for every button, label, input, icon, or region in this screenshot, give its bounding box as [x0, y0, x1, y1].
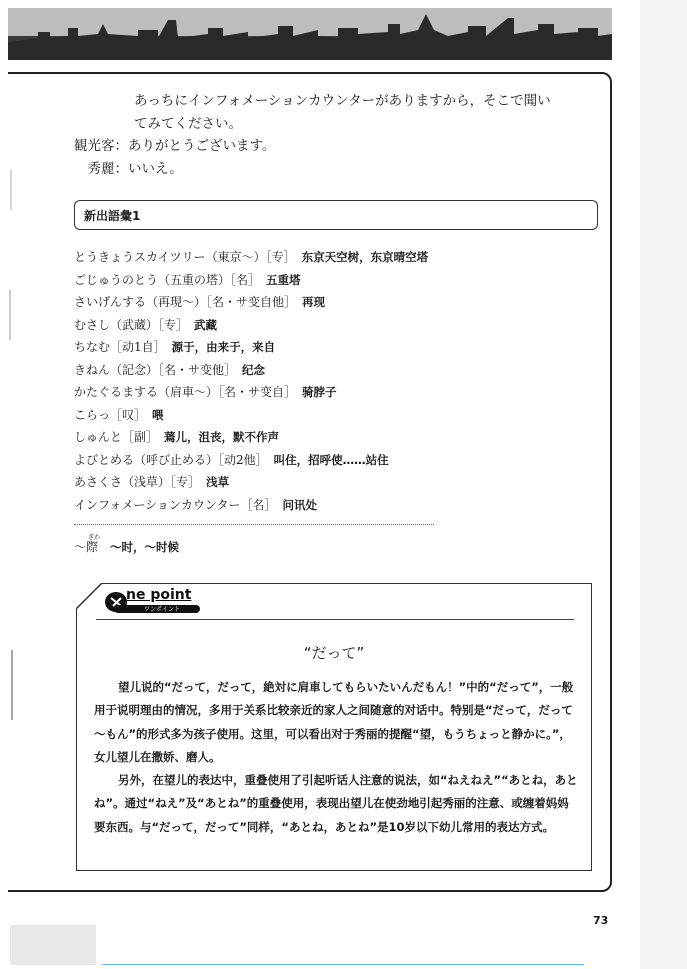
- dialog-line: [74, 113, 594, 136]
- vocab-item: [74, 426, 594, 449]
- vocab-jp: あさくさ（浅草）［专］: [74, 475, 195, 489]
- dialog-line: [74, 90, 594, 113]
- vocab-zh: 纪念: [242, 362, 266, 377]
- dialog-text: あっちにインフォメーションカウンターがありますから，そこで聞い: [134, 93, 551, 109]
- vocab-zh: 浅草: [206, 475, 230, 489]
- speaker-label: 秀麗：: [87, 160, 128, 177]
- scan-margin-bottom: [10, 925, 96, 965]
- dialog-text: てみてください。: [134, 115, 242, 132]
- frame-bottom-rule: [8, 890, 604, 892]
- onepoint-title: “だって”: [303, 644, 365, 662]
- dialog-line: [74, 135, 594, 158]
- vocab-zh: 再现: [302, 295, 326, 309]
- vocab-jp: ごじゅうのとう（五重の塔）［名］: [74, 272, 255, 287]
- vocab-item: [74, 314, 594, 337]
- vocab-item: [74, 381, 594, 404]
- vocab-zh: 东京天空树，东京晴空塔: [301, 250, 429, 264]
- vocab-jp: とうきょうスカイツリー（東京～）［专］: [74, 250, 290, 264]
- vocab-jp: さいげんする（再現～）［名・サ变自他］: [74, 295, 291, 309]
- dialog-section: [74, 90, 594, 180]
- binding-marks: [6, 170, 16, 730]
- skyline-header-image: [8, 8, 612, 60]
- onepoint-paragraph: 另外，在望儿的表达中，重叠使用了引起听话人注意的说法，如“ねえねえ”“あとね，あとね”。通过“ねえ”及“あとね”的重叠使用，表现出望儿在使劲地引起秀丽的注意、或缠着妈妈要东西。与“だって，だって”同样，“あとね，あとね”是10岁以下幼儿常用的表达方式。: [94, 773, 578, 834]
- vocab-jp: ～際: [74, 540, 99, 554]
- vocab-item: [74, 449, 594, 472]
- vocab-item: [74, 291, 594, 314]
- vocab-jp: ちなむ［动1自］: [74, 340, 160, 354]
- vocab-zh: 五重塔: [266, 272, 301, 287]
- onepoint-logo-subtext: ワンポイント: [144, 606, 181, 613]
- vocab-zh: 蔫儿，沮丧，默不作声: [164, 430, 280, 444]
- vocab-item: [74, 336, 594, 359]
- folded-corner-icon: [76, 583, 102, 609]
- vocab-jp: しゅんと［副］: [74, 430, 153, 444]
- dialog-text: ありがとうございます。: [128, 138, 276, 154]
- onepoint-logo: [104, 589, 202, 619]
- vocab-jp: きねん（記念）［名・サ变他］: [74, 362, 231, 377]
- vocab-jp: インフォメーションカウンター［名］: [74, 497, 271, 512]
- dialog-line: [74, 158, 594, 181]
- vocab-item: [74, 494, 594, 517]
- ruby-annotation: ぎわ: [88, 534, 101, 541]
- vocab-jp: こらっ［叹］: [74, 407, 141, 422]
- vocab-extra-item: [74, 534, 180, 555]
- vocab-item: [74, 471, 594, 494]
- vocab-zh: 武藏: [194, 317, 218, 332]
- speaker-label: 観光客：: [74, 138, 128, 154]
- vocab-item: [74, 246, 594, 269]
- vocab-title-box: [74, 200, 598, 230]
- vocab-jp: むさし（武蔵）［专］: [74, 317, 183, 332]
- vocab-item: [74, 269, 594, 292]
- vocab-item: [74, 404, 594, 427]
- onepoint-rule: [96, 619, 574, 620]
- dialog-text: いいえ。: [128, 160, 183, 177]
- vocab-zh: ～时，～时候: [110, 540, 180, 554]
- dotted-divider: [74, 524, 434, 525]
- vocab-jp: よびとめる（呼び止める）［动2他］: [74, 452, 262, 467]
- vocab-zh: 源于，由来于，来自: [171, 340, 276, 354]
- page-number: 73: [593, 914, 609, 927]
- vocab-zh: 问讯处: [282, 497, 317, 512]
- vocab-zh: 骑脖子: [302, 385, 337, 399]
- vocab-jp: かたぐるまする（肩車～）［名・サ变自］: [74, 385, 291, 399]
- vocab-title: 新出語彙1: [84, 209, 141, 223]
- vocab-list: [74, 246, 594, 516]
- vocab-zh: 喂: [152, 407, 164, 422]
- vocab-item: [74, 359, 594, 382]
- onepoint-body: [94, 676, 580, 839]
- page-edge-line: [102, 964, 584, 965]
- onepoint-paragraph: 望儿说的“だって，だって，絶対に肩車してもらいたいんだもん！”中的“だって”，一般用于说明理由的情况，多用于关系比较亲近的家人之间随意的对话中。特别是“だって，だって～もん”的形式多为孩子使用。这里，可以看出对于秀丽的提醒“望，もうちょっと静かに。”，女儿望儿在撒娇、磨人。: [94, 680, 574, 764]
- onepoint-logo-text: ne point: [126, 587, 192, 603]
- scan-margin-right: [640, 0, 687, 969]
- vocab-zh: 叫住，招呼使……站住: [273, 452, 389, 467]
